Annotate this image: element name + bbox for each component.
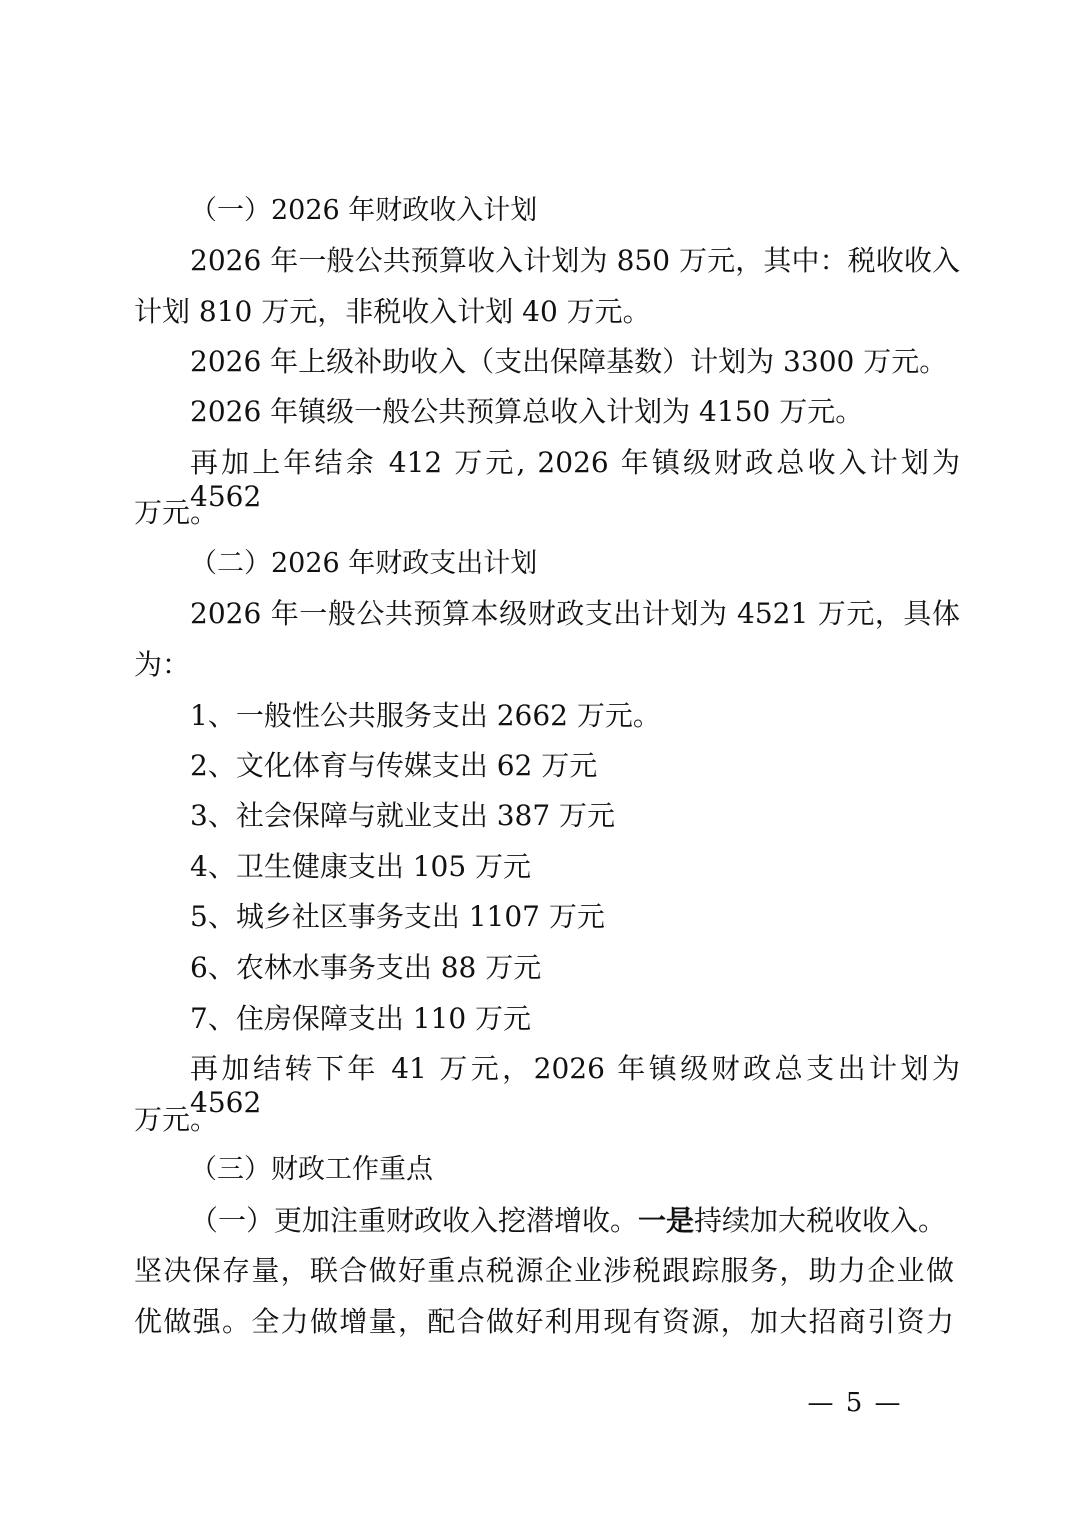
expense-item: 4、卫生健康支出 105 万元 <box>190 850 532 883</box>
expense-item: 7、住房保障支出 110 万元 <box>190 1002 532 1035</box>
focus-paragraph-1-suffix: 持续加大税收收入。 <box>694 1204 947 1237</box>
focus-paragraph-1-line-2: 坚决保存量，联合做好重点税源企业涉税跟踪服务，助力企业做 <box>134 1254 954 1287</box>
income-paragraph-2: 2026 年上级补助收入（支出保障基数）计划为 3300 万元。 <box>190 345 948 378</box>
income-paragraph-1-line-1: 2026 年一般公共预算收入计划为 850 万元，其中：税收收入 <box>190 244 960 277</box>
page-number: — 5 — <box>807 1388 903 1418</box>
expense-item: 5、城乡社区事务支出 1107 万元 <box>190 900 605 933</box>
work-focus-heading: （三）财政工作重点 <box>190 1154 433 1185</box>
income-paragraph-3: 2026 年镇级一般公共预算总收入计划为 4150 万元。 <box>190 395 864 428</box>
focus-paragraph-1-line-3: 优做强。全力做增量，配合做好利用现有资源，加大招商引资力 <box>134 1305 954 1338</box>
income-plan-heading: （一）2026 年财政收入计划 <box>190 195 538 226</box>
expense-paragraph-1-line-2: 为： <box>134 648 191 681</box>
expense-paragraph-2-line-1: 再加结转下年 41 万元，2026 年镇级财政总支出计划为 4562 <box>190 1052 960 1119</box>
expense-item: 1、一般性公共服务支出 2662 万元。 <box>190 699 661 732</box>
focus-paragraph-1-emphasis: 一是 <box>638 1204 695 1237</box>
expense-item: 3、社会保障与就业支出 387 万元 <box>190 799 616 832</box>
expense-paragraph-2-line-2: 万元。 <box>134 1103 219 1136</box>
focus-paragraph-1-prefix: （一）更加注重财政收入挖潜增收。 <box>190 1204 639 1237</box>
expense-plan-heading: （二）2026 年财政支出计划 <box>190 548 538 579</box>
income-paragraph-4-line-2: 万元。 <box>134 496 219 529</box>
focus-paragraph-1-line-1 <box>190 1204 960 1238</box>
income-paragraph-1-line-2: 计划 810 万元，非税收入计划 40 万元。 <box>134 295 651 328</box>
expense-paragraph-1-line-1: 2026 年一般公共预算本级财政支出计划为 4521 万元，具体 <box>190 597 960 630</box>
income-paragraph-4-line-1: 再加上年结余 412 万元, 2026 年镇级财政总收入计划为 4562 <box>190 446 960 513</box>
expense-item: 6、农林水事务支出 88 万元 <box>190 951 542 984</box>
expense-item: 2、文化体育与传媒支出 62 万元 <box>190 749 598 782</box>
